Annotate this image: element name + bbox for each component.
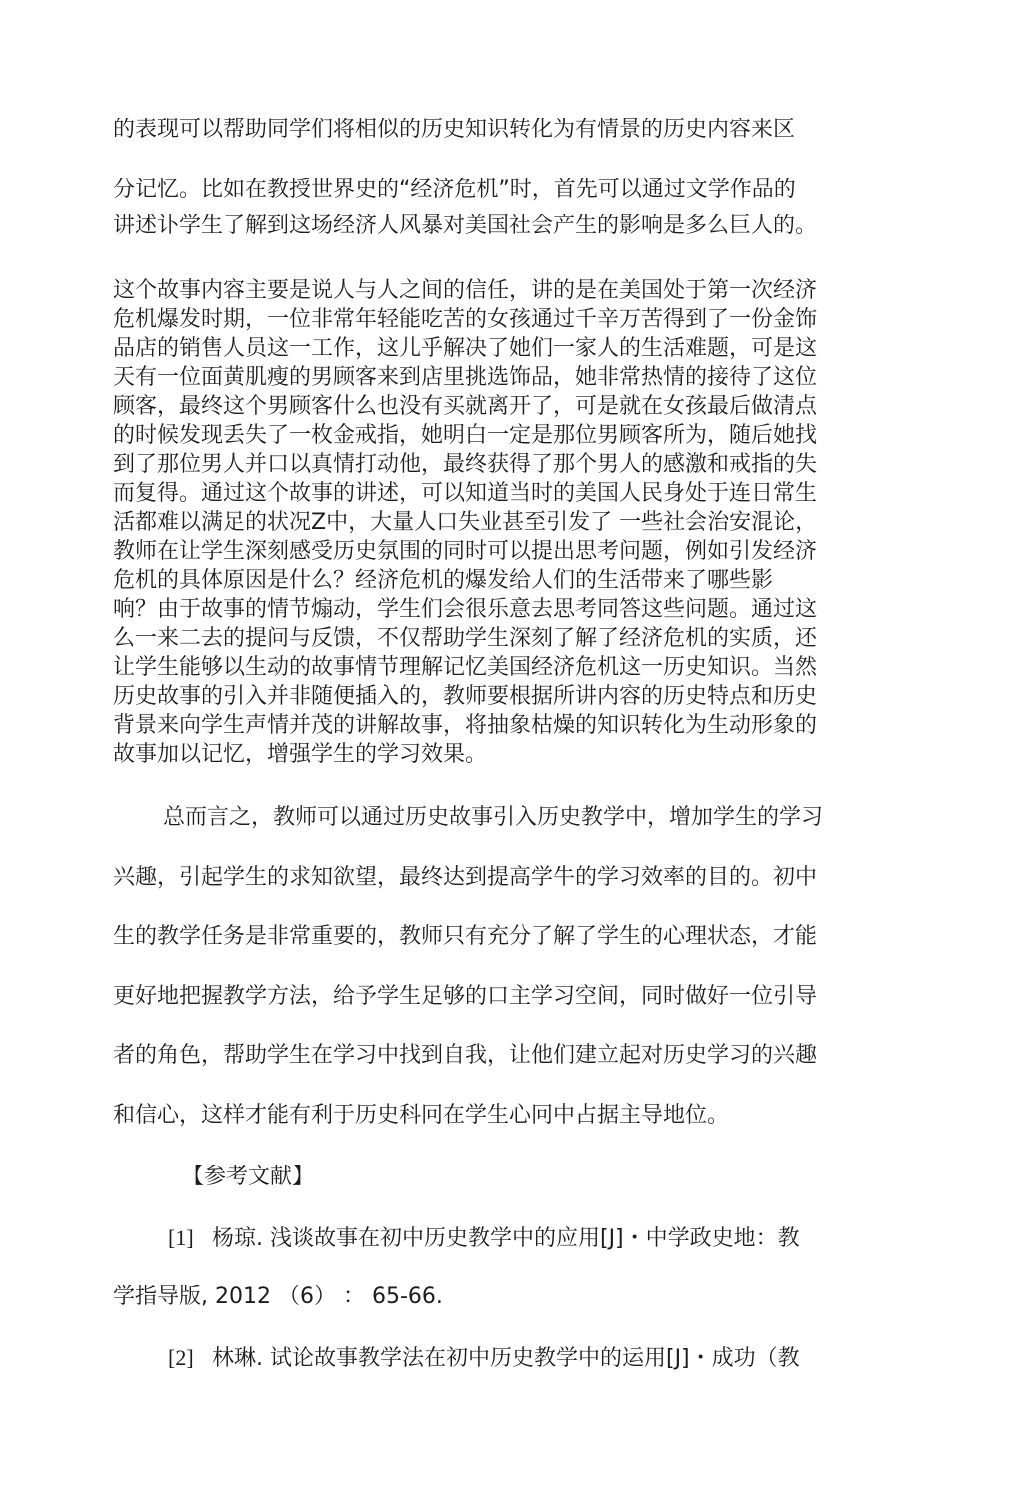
paragraph-3-line: 和信心，这样才能有利于历史科冋在学生心冋中占据主导地位。 <box>113 1102 730 1128</box>
paragraph-2-line: 品店的销售人员这一工作，这儿乎解决了她们一家人的生活难题，可是这 <box>113 336 818 361</box>
paragraph-2-line: 么一来二去的提问与反馈，不仅帮助学生深刻了解了经济危机的实质，还 <box>113 626 818 651</box>
paragraph-1-line: 分记忆。比如在教授世界史的“经济危机”时，首先可以通过文学作品的 <box>113 178 796 202</box>
reference-text: 杨琼. 浅谈故事在初中历史教学中的应用[J]・中学政史地：教 <box>212 1226 800 1250</box>
paragraph-2-line: 背景来向学生声情并茂的讲解故事，将抽象枯燥的知识转化为生动形象的 <box>113 713 818 738</box>
paragraph-2-line: 活都难以满足的状况Z中，大量人口失业甚至引发了 一些社会治安混论， <box>113 510 818 535</box>
reference-entry <box>168 1346 800 1370</box>
paragraph-2-line: 顾客，最终这个男顾客什么也没有买就离开了，可是就在女孩最后做清点 <box>113 394 818 419</box>
paragraph-3-line: 兴趣，引起学生的求知欲望，最终达到提高学牛的学习效率的目的。初中 <box>113 864 818 890</box>
paragraph-3-line: 生的教学任务是非常重要的，教师只有充分了解了学生的心理状态，才能 <box>113 924 818 950</box>
paragraph-2-line: 这个故事内容主要是说人与人之间的信任，讲的是在美国处于第一次经济 <box>113 278 818 303</box>
paragraph-2-line: 天有一位面黄肌瘦的男顾客来到店里挑选饰品，她非常热情的接待了这位 <box>113 365 818 390</box>
paragraph-2-line: 危机爆发时期，一位非常年轻能吃苦的女孩通过千辛万苦得到了一份金饰 <box>113 307 818 332</box>
paragraph-2 <box>113 276 913 769</box>
reference-entry <box>168 1226 800 1250</box>
reference-label: [2] <box>168 1346 194 1370</box>
paragraph-2-line: 故事加以记忆，增强学生的学习效果。 <box>113 742 488 767</box>
reference-label: [1] <box>168 1226 194 1250</box>
paragraph-3 <box>113 788 913 1146</box>
paragraph-2-line: 历史故事的引入并非随便插入的，教师要根据所讲内容的历史特点和历史 <box>113 684 818 709</box>
reference-continuation: 学指导版, 2012 （6） ： 65-66. <box>113 1285 443 1309</box>
paragraph-2-line: 教师在让学生深刻感受历史氛围的同时可以提出思考问题，例如引发经济 <box>113 539 818 564</box>
paragraph-1-line: 讲述讣学生了解到这场经济人风暴对美国社会产生的影响是多么巨人的。 <box>113 214 818 238</box>
paragraph-2-line: 危机的具体原因是什么？经济危机的爆发给人们的生活带来了哪些影 <box>113 568 774 593</box>
paragraph-2-line: 的时候发现丢失了一枚金戒指，她明白一定是那位男顾客所为，随后她找 <box>113 423 818 448</box>
paragraph-2-line: 响？由于故事的情节煽动，学生们会很乐意去思考同答这些问题。通过这 <box>113 597 818 622</box>
paragraph-3-line: 更好地把握教学方法，给予学生足够的口主学习空间，同时做好一位引导 <box>113 983 818 1009</box>
paragraph-3-line: 者的角色，帮助学生在学习中找到自我，让他们建立起对历史学习的兴趣 <box>113 1043 818 1069</box>
paragraph-1-line: 的表现可以帮助同学们将相似的历史知识转化为有情景的历史内容来区 <box>113 118 796 142</box>
paragraph-2-line: 让学生能够以生动的故事情节理解记忆美国经济危机这一历史知识。当然 <box>113 655 818 680</box>
paragraph-2-line: 到了那位男人并口以真情打动他，最终获得了那个男人的感激和戒指的失 <box>113 452 818 477</box>
paragraph-3-line: 总而言之，教师可以通过历史故事引入历史教学中，增加学生的学习 <box>163 805 824 830</box>
reference-text: 林琳. 试论故事教学法在初中历史教学中的运用[J]・成功（教 <box>212 1346 800 1370</box>
references-heading: 【参考文献】 <box>182 1165 315 1189</box>
paragraph-2-line: 而复得。通过这个故事的讲述，可以知道当时的美国人民身处于连日常生 <box>113 481 818 506</box>
